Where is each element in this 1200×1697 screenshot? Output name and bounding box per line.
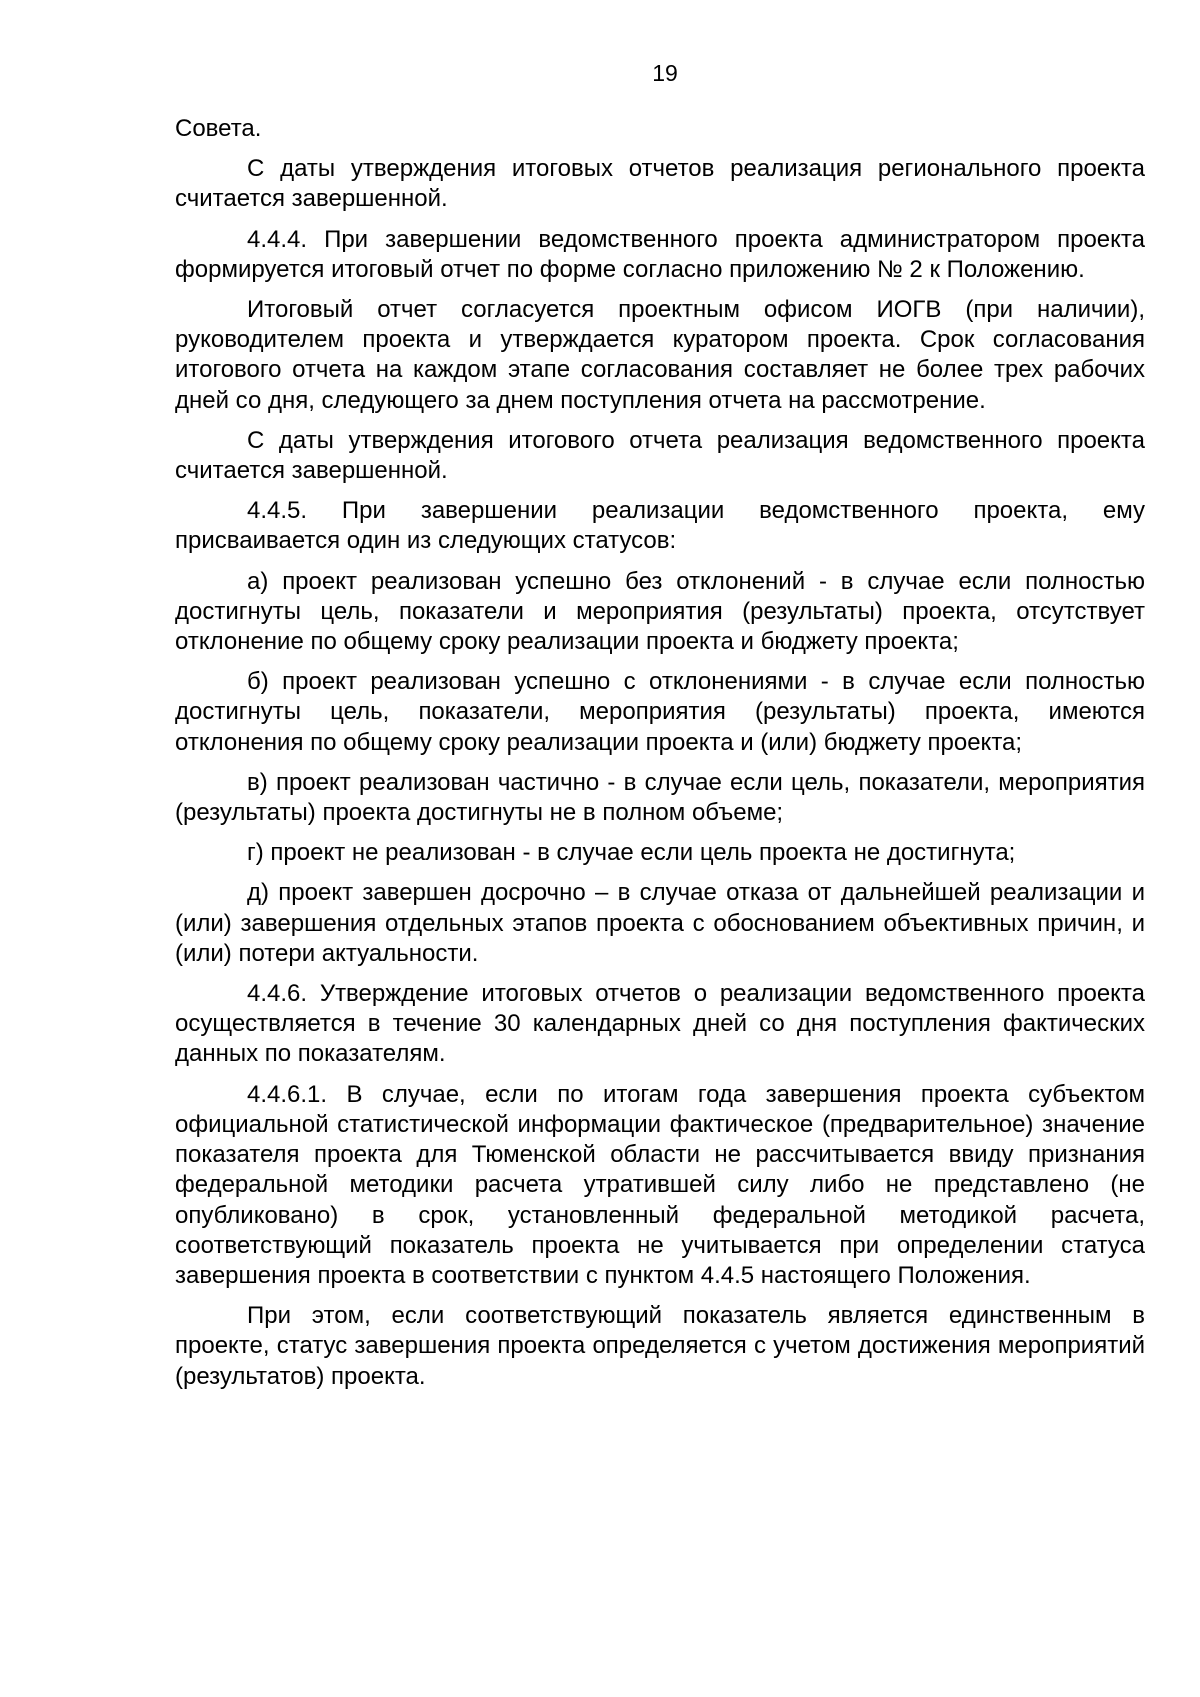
paragraph-4-4-5: 4.4.5. При завершении реализации ведомственного проекта, ему присваивается один из следующих статусов: [175, 497, 1145, 555]
paragraph-status-g: г) проект не реализован - в случае если цель проекта не достигнута; [247, 839, 1016, 867]
document-body [175, 114, 1145, 1402]
paragraph-4-4-4: 4.4.4. При завершении ведомственного проекта администратором проекта формируется итоговый отчет по форме согласно приложению № 2 к Положению. [175, 225, 1145, 283]
paragraph-status-d: д) проект завершен досрочно – в случае отказа от дальнейшей реализации и (или) завершения отдельных этапов проекта с обоснованием объективных причин, и (или) потери актуальности. [175, 879, 1145, 967]
paragraph-regional-completion: С даты утверждения итоговых отчетов реализация регионального проекта считается завершенной. [175, 155, 1145, 213]
paragraph-4-4-6-1: 4.4.6.1. В случае, если по итогам года завершения проекта субъектом официальной статистической информации фактическое (предварительное) значение показателя проекта для Тюменской области не рассчитывается ввиду признания федеральной методики расчета утратившей силу либо не представлено (не опубликовано) в срок, установленный федеральной методикой расчета, соответствующий показатель проекта не учитывается при определении статуса завершения проекта в соответствии с пунктом 4.4.5 настоящего Положения. [175, 1080, 1145, 1289]
paragraph-departmental-completion: С даты утверждения итогового отчета реализация ведомственного проекта считается завершенной. [175, 426, 1145, 485]
paragraph-final-report-approval: Итоговый отчет согласуется проектным офисом ИОГВ (при наличии), руководителем проекта и утверждается куратором проекта. Срок согласования итогового отчета на каждом этапе согласования составляет не более трех рабочих дней со дня, следующего за днем поступления отчета на рассмотрение. [175, 296, 1145, 414]
paragraph-status-a: а) проект реализован успешно без отклонений - в случае если полностью достигнуты цель, показатели и мероприятия (результаты) проекта, отсутствует отклонение по общему сроку реализации проекта и бюджету проекта; [175, 567, 1145, 656]
paragraph-council-end: Совета. [175, 115, 262, 142]
paragraph-4-4-6: 4.4.6. Утверждение итоговых отчетов о реализации ведомственного проекта осуществляется в течение 30 календарных дней со дня поступления фактических данных по показателям. [175, 980, 1145, 1068]
paragraph-single-indicator: При этом, если соответствующий показатель является единственным в проекте, статус завершения проекта определяется с учетом достижения мероприятий (результатов) проекта. [175, 1302, 1145, 1390]
page-number: 19 [652, 60, 678, 86]
paragraph-status-b: б) проект реализован успешно с отклонениями - в случае если полностью достигнуты цель, показатели, мероприятия (результаты) проекта, имеются отклонения по общему сроку реализации проекта и (или) бюджету проекта; [175, 668, 1145, 756]
paragraph-status-v: в) проект реализован частично - в случае если цель, показатели, мероприятия (результаты) проекта достигнуты не в полном объеме; [175, 768, 1145, 827]
